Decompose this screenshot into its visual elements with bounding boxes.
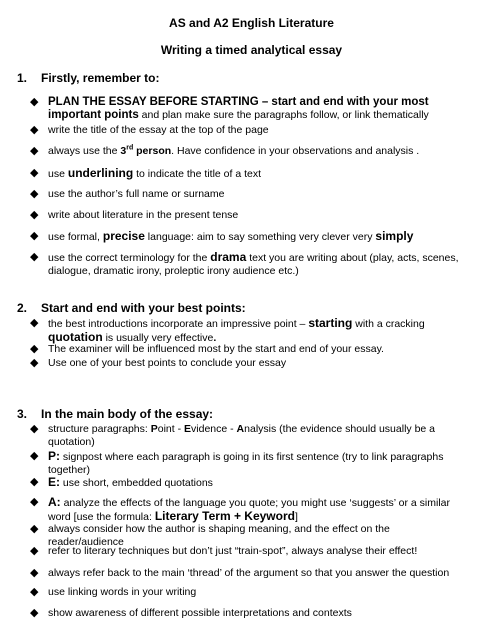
diamond-bullet-icon: ◆ [30,496,39,508]
list-item-text: always consider how the author is shaping meaning, and the effect on the reader/audience [48,523,390,548]
diamond-bullet-icon: ◆ [30,209,39,221]
diamond-bullet-icon: ◆ [30,230,39,242]
diamond-bullet-icon: ◆ [30,450,39,462]
diamond-bullet-icon: ◆ [30,167,39,179]
list-item-text: P: signpost where each paragraph is going in its first sentence (try to link paragraphs together) [48,449,444,476]
list-item-text: A: analyze the effects of the language you quote; you might use ‘suggests’ or a similar word [use the formula: Literary Term + Keyword] [48,495,450,523]
list-item [30,96,470,122]
diamond-bullet-icon: ◆ [30,124,39,136]
section-number: 3. [17,407,28,421]
diamond-bullet-icon: ◆ [30,251,39,263]
list-item-text: use linking words in your writing [48,586,197,598]
list-item-text: the best introductions incorporate an impressive point – starting with a cracking quotation is usually very effective. [48,316,425,344]
list-item-text: use underlining to indicate the title of a text [48,166,262,180]
diamond-bullet-icon: ◆ [30,567,39,579]
diamond-bullet-icon: ◆ [30,96,39,108]
list-item-text: refer to literary techniques but don’t just “train-spot”, always analyse their effect! [48,545,418,557]
section-title: Start and end with your best points: [41,301,246,315]
document-subtitle: Writing a timed analytical essay [160,43,343,57]
document-title: AS and A2 English Literature [169,16,334,30]
diamond-bullet-icon: ◆ [30,343,39,355]
list-item-text: PLAN THE ESSAY BEFORE STARTING – start and end with your most important points and plan make sure the paragraphs follow, or link thematically [48,96,429,121]
section-number: 2. [17,301,28,315]
diamond-bullet-icon: ◆ [30,317,39,329]
list-item-text: show awareness of different possible interpretations and contexts [48,607,352,619]
diamond-bullet-icon: ◆ [30,523,39,535]
list-item-text: The examiner will be influenced most by the start and end of your essay. [48,343,384,355]
list-item-text: structure paragraphs: Point - Evidence - Analysis (the evidence should usually be a quotation) [48,423,436,448]
list-item-text: use the author’s full name or surname [48,188,225,200]
diamond-bullet-icon: ◆ [30,145,39,157]
list-item-text: Use one of your best points to conclude your essay [48,357,287,369]
list-item-text: use the correct terminology for the drama text you are writing about (play, acts, scenes, dialogue, dramatic irony, proleptic irony audience etc.) [48,250,459,277]
diamond-bullet-icon: ◆ [30,545,39,557]
section-title: Firstly, remember to: [41,71,160,85]
list-item-text: always refer back to the main ‘thread’ of the argument so that you answer the question [48,567,450,579]
diamond-bullet-icon: ◆ [30,188,39,200]
diamond-bullet-icon: ◆ [30,586,39,598]
diamond-bullet-icon: ◆ [30,357,39,369]
list-item-text: write the title of the essay at the top of the page [48,124,269,136]
section-title: In the main body of the essay: [41,407,214,421]
list-item-text: E: use short, embedded quotations [48,475,213,489]
diamond-bullet-icon: ◆ [30,423,39,435]
diamond-bullet-icon: ◆ [30,476,39,488]
list-item-text: use formal, precise language: aim to say something very clever very simply [48,229,414,243]
diamond-bullet-icon: ◆ [30,607,39,619]
section-number: 1. [17,71,28,85]
list-item-text: write about literature in the present tense [48,209,239,221]
list-item-text: always use the 3rd person. Have confidence in your observations and analysis . [48,144,420,157]
